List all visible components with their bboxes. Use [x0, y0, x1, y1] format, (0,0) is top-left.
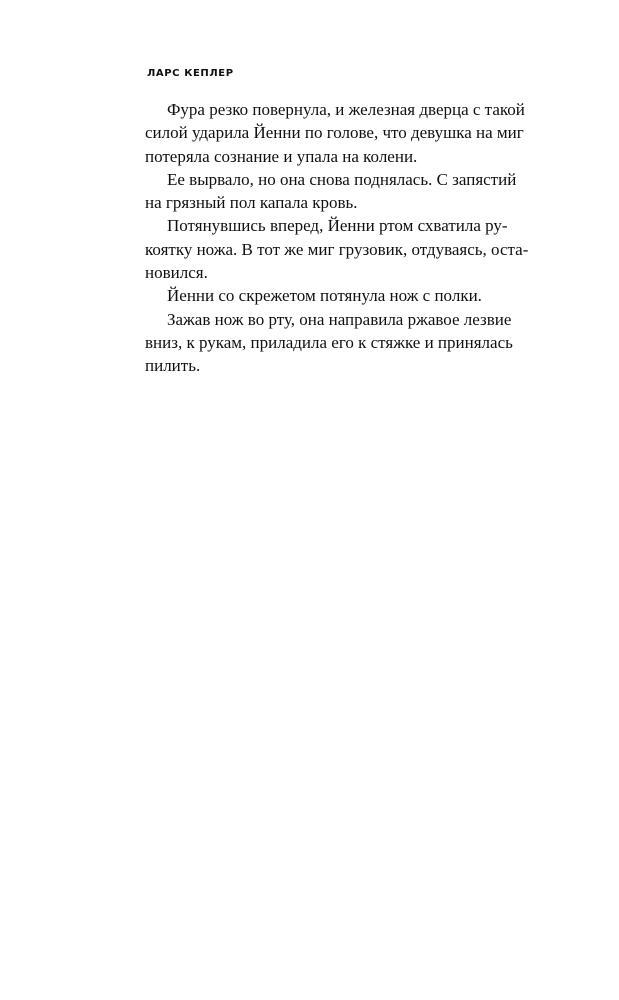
text-line: Ее вырвало, но она снова поднялась. С запястий: [167, 169, 517, 189]
paragraph-3: [145, 214, 529, 284]
text-line: на грязный пол капала кровь.: [145, 193, 358, 213]
text-line: Йенни со скрежетом потянула нож с полки.: [167, 286, 482, 306]
text-line: Потянувшись вперед, Йенни ртом схватила ру-: [167, 216, 508, 236]
running-head-author: ЛАРС КЕПЛЕР: [147, 68, 234, 79]
text-line: вниз, к рукам, приладила его к стяжке и принялась: [145, 332, 513, 352]
text-line: новился.: [145, 263, 208, 283]
text-line: Зажав нож во рту, она направила ржавое лезвие: [167, 309, 512, 329]
paragraph-5: [145, 308, 513, 378]
text-line: потеряла сознание и упала на колени.: [145, 146, 418, 166]
text-line: силой ударила Йенни по голове, что девушка на миг: [145, 123, 524, 143]
text-line: пилить.: [145, 356, 201, 376]
paragraph-1: [145, 98, 525, 168]
paragraph-4: [145, 284, 482, 307]
paragraph-2: [145, 168, 517, 215]
text-line: коятку ножа. В тот же миг грузовик, отдуваясь, оста-: [145, 239, 529, 259]
text-line: Фура резко повернула, и железная дверца с такой: [167, 100, 525, 119]
body-text: [145, 98, 529, 378]
